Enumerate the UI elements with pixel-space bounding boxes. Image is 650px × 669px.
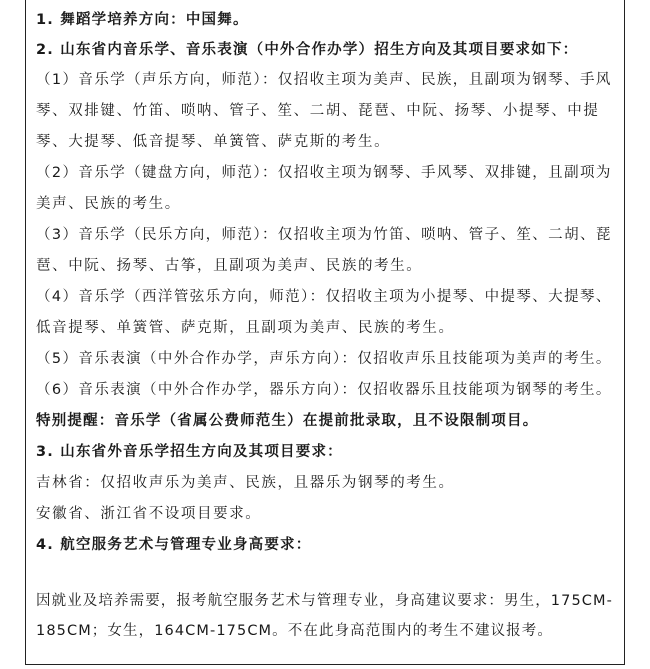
anhui-zhejiang-requirement: 安徽省、浙江省不设项目要求。 (36, 506, 262, 522)
section-3-heading: 3. 山东省外音乐学招生方向及其项目要求： (36, 444, 343, 460)
height-requirement-line-1: 因就业及培养需要，报考航空服务艺术与管理专业，身高建议要求：男生，175CM- (36, 593, 613, 609)
item-3-line-2: 琶、中阮、扬琴、古筝，且副项为美声、民族的考生。 (36, 258, 423, 274)
item-4-line-2: 低音提琴、单簧管、萨克斯，且副项为美声、民族的考生。 (36, 320, 455, 336)
item-6: （6）音乐表演（中外合作办学，器乐方向）：仅招收器乐且技能项为钢琴的考生。 (36, 382, 612, 398)
section-1-dance-direction: 1. 舞蹈学培养方向：中国舞。 (36, 12, 249, 28)
jilin-requirement: 吉林省：仅招收声乐为美声、民族，且器乐为钢琴的考生。 (36, 475, 455, 491)
height-requirement-line-2: 185CM；女生，164CM-175CM。不在此身高范围内的考生不建议报考。 (36, 623, 553, 639)
item-4-line-1: （4）音乐学（西洋管弦乐方向，师范）：仅招收主项为小提琴、中提琴、大提琴、 (36, 289, 612, 305)
item-2-line-1: （2）音乐学（键盘方向，师范）：仅招收主项为钢琴、手风琴、双排键，且副项为 (36, 165, 612, 181)
item-1-line-2: 琴、双排键、竹笛、唢呐、管子、笙、二胡、琵琶、中阮、扬琴、小提琴、中提 (36, 103, 600, 119)
item-2-line-2: 美声、民族的考生。 (36, 196, 181, 212)
item-3-line-1: （3）音乐学（民乐方向，师范）：仅招收主项为竹笛、唢呐、管子、笙、二胡、琵 (36, 227, 612, 243)
section-2-heading: 2. 山东省内音乐学、音乐表演（中外合作办学）招生方向及其项目要求如下： (36, 42, 579, 58)
section-4-heading: 4. 航空服务艺术与管理专业身高要求： (36, 537, 312, 553)
special-reminder: 特别提醒：音乐学（省属公费师范生）在提前批录取，且不设限制项目。 (36, 413, 539, 429)
item-1-line-3: 琴、大提琴、低音提琴、单簧管、萨克斯的考生。 (36, 134, 391, 150)
item-5: （5）音乐表演（中外合作办学，声乐方向）：仅招收声乐且技能项为美声的考生。 (36, 351, 612, 367)
item-1-line-1: （1）音乐学（声乐方向，师范）：仅招收主项为美声、民族，且副项为钢琴、手风 (36, 72, 612, 88)
